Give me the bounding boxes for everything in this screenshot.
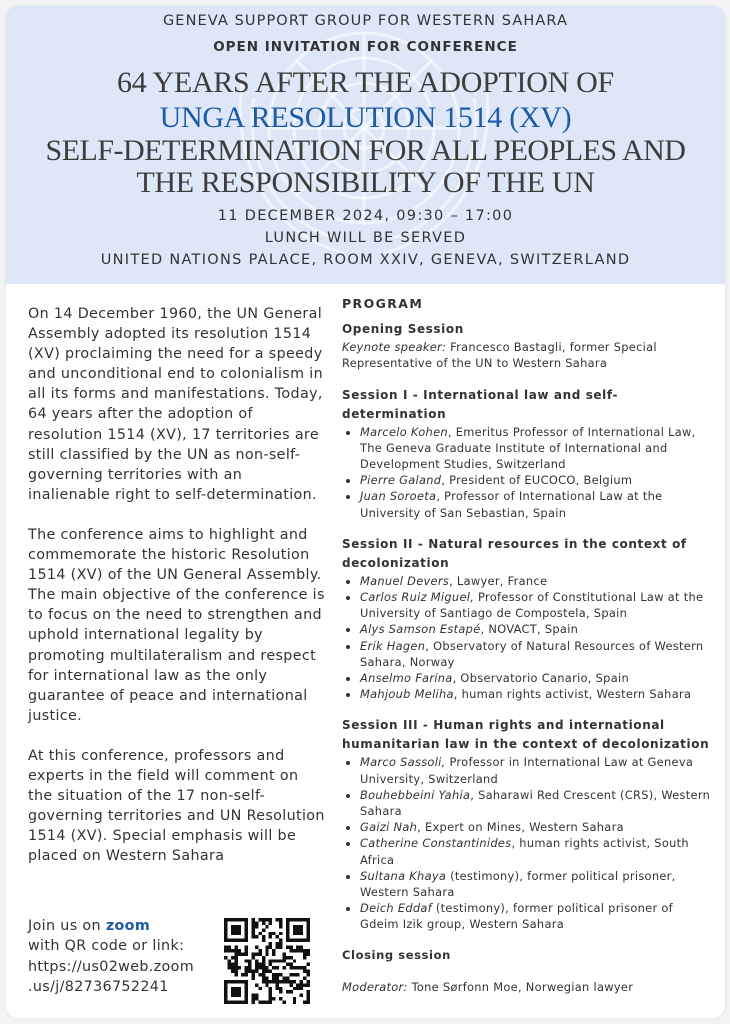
speaker-item: • Sultana Khaya (testimony), former political prisoner, Western Sahara [360, 868, 714, 900]
header-banner [6, 6, 725, 284]
zoom-label: zoom [105, 918, 151, 934]
intro-paragraph-3: At this conference, professors and experts in the field will comment on the situation of the 17 non-self-governing territories and UN Resolution 1514 (XV). Special emphasis will be placed on Western Sahara [28, 747, 325, 865]
speaker-item: • Carlos Ruiz Miguel, Professor of Constitutional Law at the University of Santiago de Compostela, Spain [360, 589, 714, 621]
intro-paragraph-1: On 14 December 1960, the UN General Assembly adopted its resolution 1514 (XV) proclaiming the need for a speedy and unconditional end to colonialism in all its forms and manifestations. Today, 64 years after the adoption of resolution 1514 (XV), 17 territories are still classified by the UN as non-self-governing territories with an inalienable right to self-determination. [28, 306, 323, 503]
title-line-1: 64 YEARS AFTER THE ADOPTION OF [117, 66, 614, 99]
organization-name: GENEVA SUPPORT GROUP FOR WESTERN SAHARA [162, 13, 569, 29]
speaker-item: • Anselmo Farina, Observatorio Canario, Spain [360, 670, 714, 686]
speaker-item: • Juan Soroeta, Professor of International Law at the University of San Sebastian, Spain [360, 488, 714, 520]
session-3-speakers [342, 754, 714, 932]
session-2-speakers [342, 573, 714, 703]
title-line-3: SELF-DETERMINATION FOR ALL PEOPLES AND [45, 134, 686, 167]
moderator: Moderator: Tone Sørfonn Moe, Norwegian lawyer [342, 979, 634, 994]
speaker-item: • Manuel Devers, Lawyer, France [360, 573, 714, 589]
opening-session [342, 320, 714, 371]
join-line-2: with QR code or link: [28, 938, 185, 955]
speaker-item: • Deich Eddaf (testimony), former political prisoner of Gdeim Izik group, Western Sahara [360, 900, 714, 932]
opening-session-title: Opening Session [342, 322, 464, 337]
qr-code[interactable] [224, 918, 310, 1004]
event-venue: UNITED NATIONS PALACE, ROOM XXIV, GENEVA, SWITZERLAND [100, 252, 631, 268]
session-1 [342, 386, 714, 521]
speaker-item: • Catherine Constantinides, human rights activist, South Africa [360, 835, 714, 867]
intro-paragraph-2: The conference aims to highlight and commemorate the historic Resolution 1514 (XV) of the UN General Assembly. The main objective of the conference is to focus on the need to strengthen and uphold international legality by promoting multilateralism and respect for international law as the only guarantee of peace and international justice. [28, 526, 325, 724]
program-section [342, 296, 714, 995]
invitation-label: OPEN INVITATION FOR CONFERENCE [213, 39, 518, 55]
event-date: 11 DECEMBER 2024, 09:30 – 17:00 [217, 208, 514, 224]
session-1-title: Session I - International law and self-determination [342, 387, 619, 421]
title-line-4: THE RESPONSIBILITY OF THE UN [136, 166, 595, 199]
zoom-link[interactable]: https://us02web.zoom .us/j/82736752241 [28, 958, 194, 995]
invitation-page [6, 6, 725, 1018]
speaker-item: • Marcelo Kohen, Emeritus Professor of International Law, The Geneva Graduate Institute of International and Development Studies, Switzerland [360, 424, 714, 473]
lunch-note: LUNCH WILL BE SERVED [264, 230, 467, 246]
speaker-item: • Mahjoub Meliha, human rights activist, Western Sahara [360, 686, 714, 702]
speaker-item: • Alys Samson Estapé, NOVACT, Spain [360, 621, 714, 637]
speaker-item: • Pierre Galand, President of EUCOCO, Belgium [360, 472, 714, 488]
speaker-item: • Bouhebbeini Yahia, Saharawi Red Crescent (CRS), Western Sahara [360, 787, 714, 819]
speaker-item: • Erik Hagen, Observatory of Natural Resources of Western Sahara, Norway [360, 638, 714, 670]
session-2-title: Session II - Natural resources in the context of decolonization [342, 536, 687, 570]
session-3 [342, 716, 714, 932]
session-2 [342, 535, 714, 703]
speaker-item: • Gaizi Nah, Expert on Mines, Western Sahara [360, 819, 714, 835]
program-title: PROGRAM [342, 296, 424, 311]
speaker-item: • Marco Sassoli, Professor in International Law at Geneva University, Switzerland [360, 754, 714, 786]
title-line-2: UNGA RESOLUTION 1514 (XV) [159, 101, 572, 134]
keynote-speaker: Keynote speaker: Francesco Bastagli, former Special Representative of the UN to Western Sahara [342, 340, 657, 371]
join-line-1: Join us on zoom [28, 918, 151, 934]
session-1-speakers [342, 424, 714, 521]
closing-session-title: Closing session [342, 947, 451, 962]
join-info [28, 916, 218, 997]
session-3-title: Session III - Human rights and international humanitarian law in the context of decolonization [342, 718, 710, 752]
intro-text [28, 304, 326, 886]
